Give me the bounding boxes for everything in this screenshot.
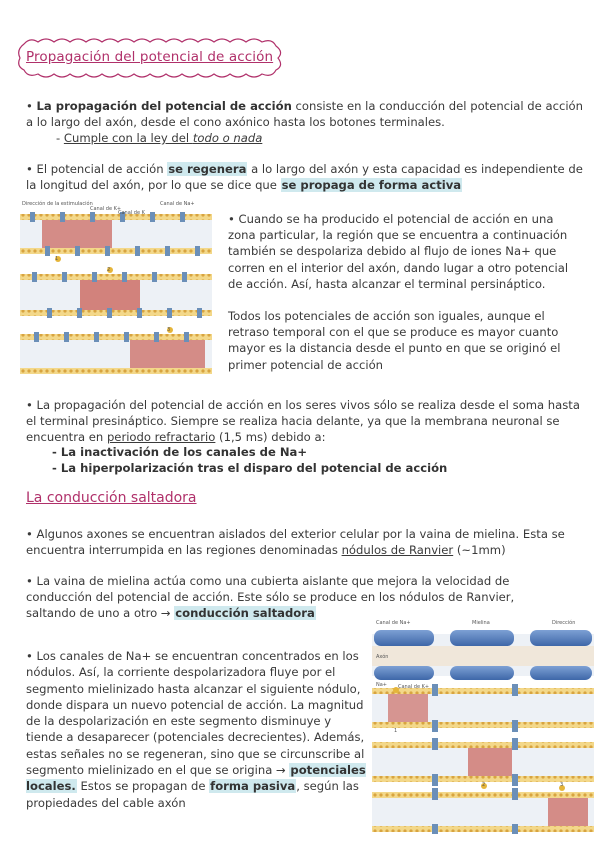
strip-3 bbox=[20, 327, 212, 374]
sub-text: Cumple con la ley del bbox=[63, 131, 193, 145]
ranvier-nodes: nódulos de Ranvier bbox=[341, 543, 454, 558]
fig2-label-c: Dirección bbox=[552, 620, 576, 626]
propagation-explanation: • Cuando se ha producido el potencial de acción en una zona particular, la región que se encuentra a continuación también se despolariza debido al flujo de iones Na+ que corren en el interior del axón, dando lugar a otro potencial de acción. Así, hasta alcanzar el terminal persináptico. bbox=[228, 212, 569, 291]
saltatory-paragraph bbox=[26, 573, 566, 622]
saltatory-text: • La vaina de mielina actúa como una cubierta aislante que mejora la velocidad de conducción del potencial de acción. Este sólo se produce en los nódulos de Ranvier, saltando de uno a otro → bbox=[26, 574, 515, 621]
strip-2 bbox=[20, 267, 212, 318]
nodes-highlight-2: forma pasiva bbox=[210, 779, 296, 794]
fig1-label-b: Canal de K+ bbox=[90, 206, 122, 212]
nodes-text-1: • Los canales de Na+ se encuentran concentrados en los nódulos. Así, la corriente despolarizadora fluye por el segmento mielinizado hasta alcanzar el siguiente nódulo, donde dispara un nuevo potencial de acción. La magnitud de la despolarización en este segmento disminuye y tiende a desaparecer (potenciales decrecientes). Además, estas señales no se regeneran, sino que se circunscribe al segmento mielinizado en el que se origina → bbox=[26, 649, 365, 778]
fig1-num-3: 3 bbox=[167, 327, 171, 333]
intro-text: consiste en la conducción del potencial de acción a lo largo del axón, desde el cono axónico hasta los botones terminales. bbox=[26, 99, 583, 130]
saltatory-highlight: conducción saltadora bbox=[175, 606, 315, 621]
regen-highlight-2: se propaga de forma activa bbox=[281, 178, 462, 193]
fig2-label-e: Na+ bbox=[376, 682, 387, 688]
fig1-num-1: 1 bbox=[55, 256, 59, 262]
fig2-label-a: Canal de Na+ bbox=[376, 620, 411, 626]
strip-1 bbox=[20, 212, 212, 262]
regen-highlight-1: se regenera bbox=[168, 162, 247, 176]
dash: - bbox=[56, 131, 64, 145]
bullet: • bbox=[26, 99, 33, 113]
fig1-label-a: Dirección de la estimulación bbox=[22, 201, 93, 207]
propagation-figure bbox=[20, 200, 212, 376]
myelin-size: (~1mm) bbox=[453, 543, 506, 558]
nodes-paragraph bbox=[26, 648, 366, 811]
saltatory-figure-svg bbox=[372, 618, 594, 834]
fig1-label-d: Canal de Na+ bbox=[160, 201, 195, 207]
propagation-figure-svg bbox=[20, 200, 212, 376]
fig2-label-f: Canal de K+ bbox=[398, 684, 430, 690]
sub-italic: todo o nada bbox=[192, 131, 263, 145]
regen-t2: a lo largo del axón y esta capacidad es independiente de la longitud del axón, por lo que se dice que bbox=[26, 162, 583, 193]
refractory-underline: periodo refractario bbox=[106, 430, 216, 445]
intro-paragraph bbox=[26, 98, 586, 130]
fig2-num-1: 1 bbox=[394, 728, 398, 734]
fig2-num-3: 3 bbox=[560, 782, 564, 788]
bullet: • bbox=[26, 162, 33, 176]
nodes-highlight-1: potenciales locales. bbox=[26, 763, 366, 794]
nodes-text-2: Estos se propagan de bbox=[76, 779, 210, 794]
refractory-item-2-text: La hiperpolarización tras el disparo del potencial de acción bbox=[60, 461, 448, 475]
intro-lead: La propagación del potencial de acción bbox=[36, 99, 292, 113]
refractory-item-2: - La hiperpolarización tras el disparo del potencial de acción bbox=[52, 461, 448, 475]
fig2-label-d: Axón bbox=[376, 654, 389, 660]
intro-sub bbox=[56, 130, 262, 146]
fig2-num-2: 2 bbox=[482, 782, 486, 788]
fig1-label-c: Canal de K bbox=[118, 210, 145, 216]
strip-c bbox=[372, 785, 594, 834]
refractory-item-1-text: La inactivación de los canales de Na+ bbox=[60, 445, 308, 459]
regen-t1: El potencial de acción bbox=[32, 162, 168, 176]
fig2-label-b: Mielina bbox=[472, 620, 490, 626]
strip-a bbox=[372, 684, 594, 732]
action-potential-note: Todos los potenciales de acción son iguales, aunque el retraso temporal con el que se produce es mayor cuanto mayor es la distancia desde el punto en que se originó el primer potencial de acción bbox=[228, 309, 561, 372]
regen-paragraph bbox=[26, 161, 586, 193]
section-title-saltatory: La conducción saltadora bbox=[26, 490, 197, 506]
myelin-text: • Algunos axones se encuentran aislados del exterior celular por la vaina de mielina. Esta se encuentra interrumpida en las regiones denominadas bbox=[26, 527, 565, 558]
myelin-band bbox=[372, 630, 594, 680]
saltatory-figure bbox=[372, 618, 594, 834]
bullet: • bbox=[26, 398, 33, 412]
myelin-paragraph bbox=[26, 526, 586, 558]
intro-sub-text bbox=[64, 131, 262, 145]
refractory-t2: (1,5 ms) debido a: bbox=[215, 430, 326, 445]
refractory-item-1: - La inactivación de los canales de Na+ bbox=[52, 445, 308, 459]
nodes-text-3: , según las propiedades del cable axón bbox=[26, 779, 359, 810]
page-title: Propagación del potencial de acción bbox=[26, 49, 274, 65]
fig1-num-2: 2 bbox=[107, 267, 111, 273]
refractory-t1: La propagación del potencial de acción en los seres vivos sólo se realiza desde el soma hasta el terminal presináptico. Siempre se realiza hacia delante, ya que la membrana neuronal se encuentra en bbox=[26, 398, 580, 445]
refractory-paragraph bbox=[26, 397, 586, 446]
